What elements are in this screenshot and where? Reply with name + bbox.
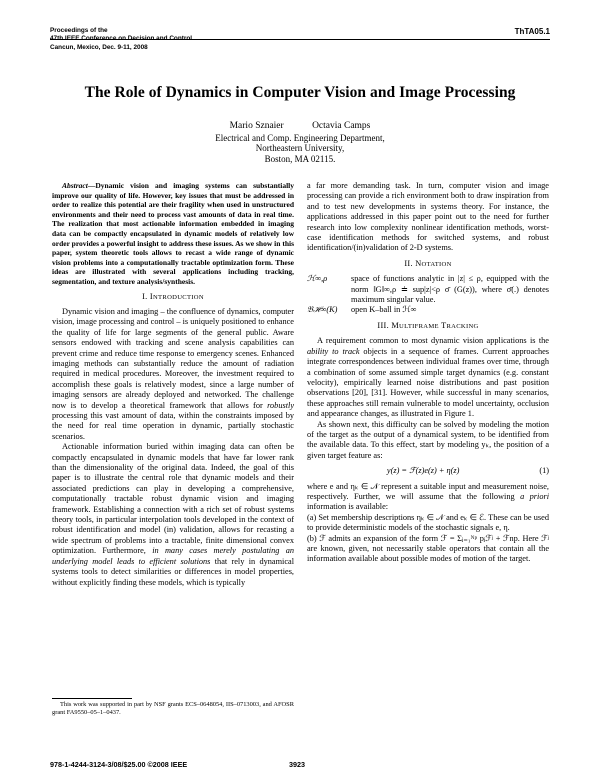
notation-symbol: 𝔅ℋ∞(K) (307, 305, 338, 315)
section-initial: N (415, 258, 422, 268)
page-number: 3923 (289, 760, 305, 769)
section-heading-notation (307, 259, 549, 270)
text-run: that rely in dynamical systems tools to detect similarities or differences in model properties, without explicitly finding these models, which is typically (52, 556, 295, 587)
equation-1 (307, 466, 549, 476)
equation-body: y(z) = ℱ(z)e(z) + η(z) (386, 466, 460, 476)
notation-list (307, 274, 549, 316)
text-run: information is available: (307, 502, 389, 512)
right-column (307, 181, 549, 565)
section-number: I. (142, 291, 148, 301)
abstract-text: —Dynamic vision and imaging systems can substantially improve our quality of life. However, key issues that must be addressed in order to realize this potential are their fragility when used in unstructured environments and their need to process vast amounts of data in real time. The realization that most actionable information embedded in imaging data can be compactly encapsulated in dynamic models of relatively low order provides a powerful insight to address these issues. As we show in this paper, system theoretic tools allows to recast a wide range of dynamic vision problems into a computationally tractable optimization form. These ideas are illustrated with several applications including tracking, segmentation, and texture analysis/synthesis. (52, 181, 294, 286)
paper-id: ThTA05.1 (514, 27, 550, 36)
text-run: A requirement common to most dynamic vision applications is the (317, 336, 549, 346)
notation-symbol: ℋ∞,ρ (307, 274, 328, 284)
intro-paragraph-1 (52, 307, 294, 442)
section-initial: T (441, 320, 447, 330)
tracking-paragraph-2: As shown next, this difficulty can be solved by modeling the motion of the target as the output of a dynamical system, to be identified from the available data. To this effect, start by modeling yₖ, the position of a given target feature as: (307, 419, 549, 460)
section-heading-introduction (52, 292, 294, 303)
author-1: Mario Sznaier (229, 121, 284, 131)
emphasis: ability to track (307, 346, 360, 356)
tracking-paragraph-3 (307, 482, 549, 513)
header-line-1: Proceedings of the (50, 27, 108, 34)
emphasis: robustly (267, 400, 294, 410)
author-block (150, 121, 450, 164)
section-initial: I (149, 291, 153, 301)
isbn-copyright: 978-1-4244-3124-3/08/$25.00 ©2008 IEEE (50, 760, 188, 769)
footnote: This work was supported in part by NSF grants ECS–0648054, IIS–0713003, and AFOSR grant FA9550–05–1–0437. (52, 701, 294, 716)
section-rest: OTATION (421, 260, 452, 268)
footnote-rule (52, 698, 132, 699)
author-names (150, 121, 450, 132)
equation-number: (1) (539, 466, 549, 476)
abstract-label: Abstract (62, 181, 88, 190)
tracking-paragraph-1 (307, 336, 549, 419)
section-rest: RACKING (446, 322, 479, 330)
notation-definition: open K–ball in ℋ∞ (351, 305, 417, 315)
section-heading-tracking (307, 321, 549, 332)
paper-title: The Role of Dynamics in Computer Vision and Image Processing (84, 84, 516, 101)
emphasis: in many cases merely postulating an underlying model leads to efficient solutions (52, 546, 295, 566)
header-line-3: Cancun, Mexico, Dec. 9-11, 2008 (50, 43, 148, 51)
section-rest: ULTIFRAME (399, 322, 439, 330)
notation-definition: space of functions analytic in |z| ≤ ρ, equipped with the norm ‖G‖∞,ρ ≐ sup|z|<ρ σ̄ (G(z)), where σ̄(.) denotes maximum singular value. (351, 274, 549, 305)
section-rest: NTRODUCTION (152, 293, 204, 301)
abstract (52, 181, 294, 287)
section-number: II. (404, 258, 413, 268)
intro-continuation: a far more demanding task. In turn, computer vision and image processing can provide a rich environment both to draw inspiration from and to test new developments in systems theory. For instance, the applications addressed in this paper point out to the need for further research into low complexity nonlinear identification methods, worst-case identification methods for switched systems, and robust identification/(in)validation of 2-D systems. (307, 181, 549, 253)
assumption-b: (b) ℱ admits an expansion of the form ℱ = Σⱼ₌₁ᴺᵖ pⱼℱʲ + ℱnp. Here ℱʲ are known, given, not necessarily stable operators that contain all the information available about possible modes of motion of the target. (307, 533, 549, 564)
text-run: Actionable information buried within imaging data can often be compactly encapsulated in dynamic models that have far lower rank than the dimensionality of the original data. Indeed, the goal of this paper is to illustrate the central role that dynamic models and their associated predictions can play in developing a comprehensive, computationally tractable robust dynamic vision and imaging framework. Establishing a connection with a rich set of robust systems theory tools, in particular interpolation tools developed in the context of robust identification and model (in) validation, allows for recasting a wide spectrum of problems into a tractable, finite dimensional convex optimization. Furthermore, (52, 442, 294, 556)
text-run: objects in a sequence of frames. Current approaches integrate correspondences between individual frames over time, through a combination of some assumed simple target dynamics (e.g. constant velocity), empirically learned noise distributions and past position observations [20], [31]. However, while successful in many scenarios, these approaches still remain vulnerable to model uncertainty, occlusion and appearance changes, as illustrated in Figure 1. (307, 346, 549, 419)
text-run: where e and ηₖ ∈ 𝒩 represent a suitable input and measurement noise, respectively. Further, we will assume that the following (307, 481, 549, 501)
header-line-2: 47th IEEE Conference on Decision and Control (50, 35, 193, 43)
affiliation-1: Electrical and Comp. Engineering Department, (215, 132, 385, 143)
assumption-a: (a) Set membership descriptions ηₖ ∈ 𝒩 and eₖ ∈ ℰ. These can be used to provide deterministic models of the stochastic signals e, η. (307, 512, 549, 533)
affiliation-2: Northeastern University, (255, 143, 345, 153)
notation-entry (307, 274, 549, 305)
section-number: III. (377, 320, 389, 330)
header-rule (50, 39, 550, 40)
text-run: Dynamic vision and imaging – the confluence of dynamics, computer vision, image processing and control – is uniquely positioned to enhance the quality of life for large segments of the general public. Aware sensors endowed with tracking and scene analysis capabilities can prevent crime and reduce time response to emergency scenes. Enhanced imaging methods can substantially reduce the amount of radiation required in medical procedures. Moreover, the investment required to accomplish these goals is relatively modest, since a large number of imaging sensors are already deployed and networked. The challenge now is to develop a theoretical framework that allows for (52, 306, 294, 410)
text-run: processing this vast amount of data, within the constraints imposed by the need for real time operation in dynamic, partially stochastic scenarios. (52, 411, 294, 441)
intro-paragraph-2 (52, 442, 294, 588)
left-column (52, 181, 294, 588)
affiliation-3: Boston, MA 02115. (264, 153, 336, 164)
section-initial: M (391, 320, 400, 330)
emphasis: a priori (520, 491, 550, 501)
author-2: Octavia Camps (312, 121, 371, 131)
notation-entry (307, 305, 549, 315)
